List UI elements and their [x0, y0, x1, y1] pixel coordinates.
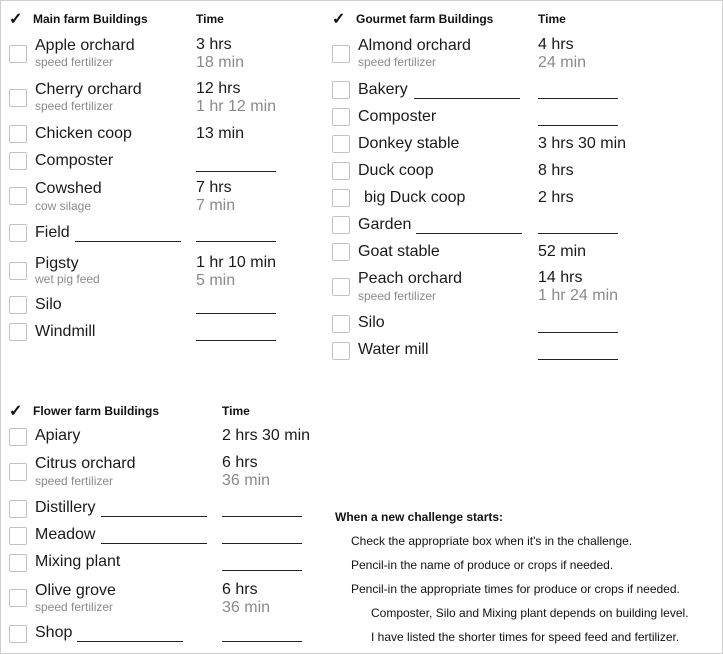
windmill-checkbox[interactable]: [9, 323, 27, 341]
building-name: Apple orchard: [35, 37, 135, 54]
building-name: big Duck coop: [364, 189, 466, 206]
building-name: Donkey stable: [358, 135, 460, 152]
building-time: 4 hrs: [538, 36, 574, 53]
time-blank-line: [538, 125, 618, 126]
building-time-short: 1 hr 12 min: [196, 98, 277, 115]
time-blank-line: [222, 543, 302, 544]
building-time: 7 hrs: [196, 179, 232, 196]
main-farm-title: Main farm Buildings: [33, 12, 148, 26]
distillery-checkbox[interactable]: [9, 500, 27, 518]
building-time-short: 1 hr 24 min: [538, 287, 619, 304]
building-time: 2 hrs 30 min: [222, 427, 311, 444]
silo-checkbox[interactable]: [9, 296, 27, 314]
time-blank-line: [196, 313, 276, 314]
building-name: Silo: [35, 296, 62, 313]
time-blank-line: [196, 340, 276, 341]
building-time: 12 hrs: [196, 80, 241, 97]
building-name: Goat stable: [358, 243, 440, 260]
building-time: 52 min: [538, 243, 587, 260]
building-name: Mixing plant: [35, 553, 121, 570]
building-time-short: 36 min: [222, 599, 271, 616]
produce-blank-line: [416, 233, 522, 234]
produce-blank-line: [414, 98, 520, 99]
notes-line: I have listed the shorter times for speed feed and fertilizer.: [371, 630, 680, 644]
duck-coop-checkbox[interactable]: [332, 162, 350, 180]
building-name: Cherry orchard: [35, 81, 142, 98]
cherry-orchard-checkbox[interactable]: [9, 89, 27, 107]
field-checkbox[interactable]: [9, 224, 27, 242]
gourmet-farm-section: [332, 11, 712, 371]
building-time-short: 5 min: [196, 272, 236, 289]
main-farm-section: [9, 11, 299, 351]
building-name: Bakery: [358, 81, 408, 98]
building-note: speed fertilizer: [35, 55, 114, 69]
produce-blank-line: [77, 641, 183, 642]
building-time: 2 hrs: [538, 189, 574, 206]
building-name: Shop: [35, 624, 73, 641]
time-blank-line: [196, 171, 276, 172]
notes-heading: When a new challenge starts:: [335, 510, 504, 524]
almond-orchard-checkbox[interactable]: [332, 45, 350, 63]
time-blank-line: [538, 359, 618, 360]
flower-farm-section: [9, 403, 319, 653]
building-time: 13 min: [196, 125, 245, 142]
citrus-orchard-checkbox[interactable]: [9, 463, 27, 481]
building-name: Windmill: [35, 323, 96, 340]
building-time: 3 hrs: [196, 36, 232, 53]
apiary-checkbox[interactable]: [9, 428, 27, 446]
building-time-short: 18 min: [196, 54, 245, 71]
building-name: Composter: [35, 152, 114, 169]
time-blank-line: [222, 516, 302, 517]
time-blank-line: [538, 233, 618, 234]
building-note: speed fertilizer: [35, 99, 114, 113]
building-note: speed fertilizer: [358, 55, 437, 69]
notes-line: Pencil-in the appropriate times for produce or crops if needed.: [351, 582, 680, 596]
goat-stable-checkbox[interactable]: [332, 243, 350, 261]
notes-line: Pencil-in the name of produce or crops if needed.: [351, 558, 614, 572]
building-note: speed fertilizer: [358, 289, 437, 303]
checkmark-icon: ✓: [9, 11, 23, 28]
time-blank-line: [196, 241, 276, 242]
produce-blank-line: [101, 516, 207, 517]
produce-blank-line: [101, 543, 207, 544]
instructions-notes: [335, 510, 689, 644]
silo-checkbox[interactable]: [332, 315, 350, 333]
olive-grove-checkbox[interactable]: [9, 589, 27, 607]
time-blank-line: [538, 332, 618, 333]
flower-farm-time-header: Time: [222, 404, 250, 418]
building-name: Composter: [358, 108, 437, 125]
main-farm-time-header: Time: [196, 12, 224, 26]
building-time: 6 hrs: [222, 454, 258, 471]
building-time: 3 hrs 30 min: [538, 135, 627, 152]
building-time-short: 24 min: [538, 54, 587, 71]
time-blank-line: [538, 98, 618, 99]
building-time: 14 hrs: [538, 269, 583, 286]
cowshed-checkbox[interactable]: [9, 187, 27, 205]
building-name: Distillery: [35, 499, 96, 516]
building-name: Olive grove: [35, 582, 116, 599]
time-blank-line: [222, 641, 302, 642]
chicken-coop-checkbox[interactable]: [9, 125, 27, 143]
mixing-plant-checkbox[interactable]: [9, 554, 27, 572]
shop-checkbox[interactable]: [9, 625, 27, 643]
time-blank-line: [222, 570, 302, 571]
peach-orchard-checkbox[interactable]: [332, 278, 350, 296]
building-name: Chicken coop: [35, 125, 132, 142]
gourmet-farm-time-header: Time: [538, 12, 566, 26]
building-name: Duck coop: [358, 162, 434, 179]
building-name: Pigsty: [35, 255, 79, 272]
building-name: Cowshed: [35, 180, 102, 197]
building-name: Silo: [358, 314, 385, 331]
building-time-short: 36 min: [222, 472, 271, 489]
building-name: Peach orchard: [358, 270, 463, 287]
building-name: Garden: [358, 216, 412, 233]
building-name: Almond orchard: [358, 37, 471, 54]
building-note: speed fertilizer: [35, 474, 114, 488]
composter-checkbox[interactable]: [9, 152, 27, 170]
produce-blank-line: [75, 241, 181, 242]
checkmark-icon: ✓: [9, 403, 23, 420]
notes-line: Check the appropriate box when it's in the challenge.: [351, 534, 633, 548]
building-time: 8 hrs: [538, 162, 574, 179]
building-name: Apiary: [35, 427, 81, 444]
donkey-stable-checkbox[interactable]: [332, 135, 350, 153]
meadow-checkbox[interactable]: [9, 527, 27, 545]
bakery-checkbox[interactable]: [332, 81, 350, 99]
building-note: wet pig feed: [35, 272, 100, 286]
composter-checkbox[interactable]: [332, 108, 350, 126]
building-time: 6 hrs: [222, 581, 258, 598]
building-name: Field: [35, 224, 70, 241]
building-note: cow silage: [35, 199, 92, 213]
notes-line: Composter, Silo and Mixing plant depends on building level.: [371, 606, 689, 620]
building-name: Citrus orchard: [35, 455, 136, 472]
gourmet-farm-title: Gourmet farm Buildings: [356, 12, 494, 26]
checkmark-icon: ✓: [332, 11, 346, 28]
building-name: Meadow: [35, 526, 96, 543]
building-time-short: 7 min: [196, 197, 236, 214]
water-mill-checkbox[interactable]: [332, 342, 350, 360]
big-duck-coop-checkbox[interactable]: [332, 189, 350, 207]
garden-checkbox[interactable]: [332, 216, 350, 234]
pigsty-checkbox[interactable]: [9, 262, 27, 280]
building-name: Water mill: [358, 341, 429, 358]
flower-farm-title: Flower farm Buildings: [33, 404, 160, 418]
apple-orchard-checkbox[interactable]: [9, 45, 27, 63]
building-note: speed fertilizer: [35, 600, 114, 614]
building-time: 1 hr 10 min: [196, 254, 277, 271]
